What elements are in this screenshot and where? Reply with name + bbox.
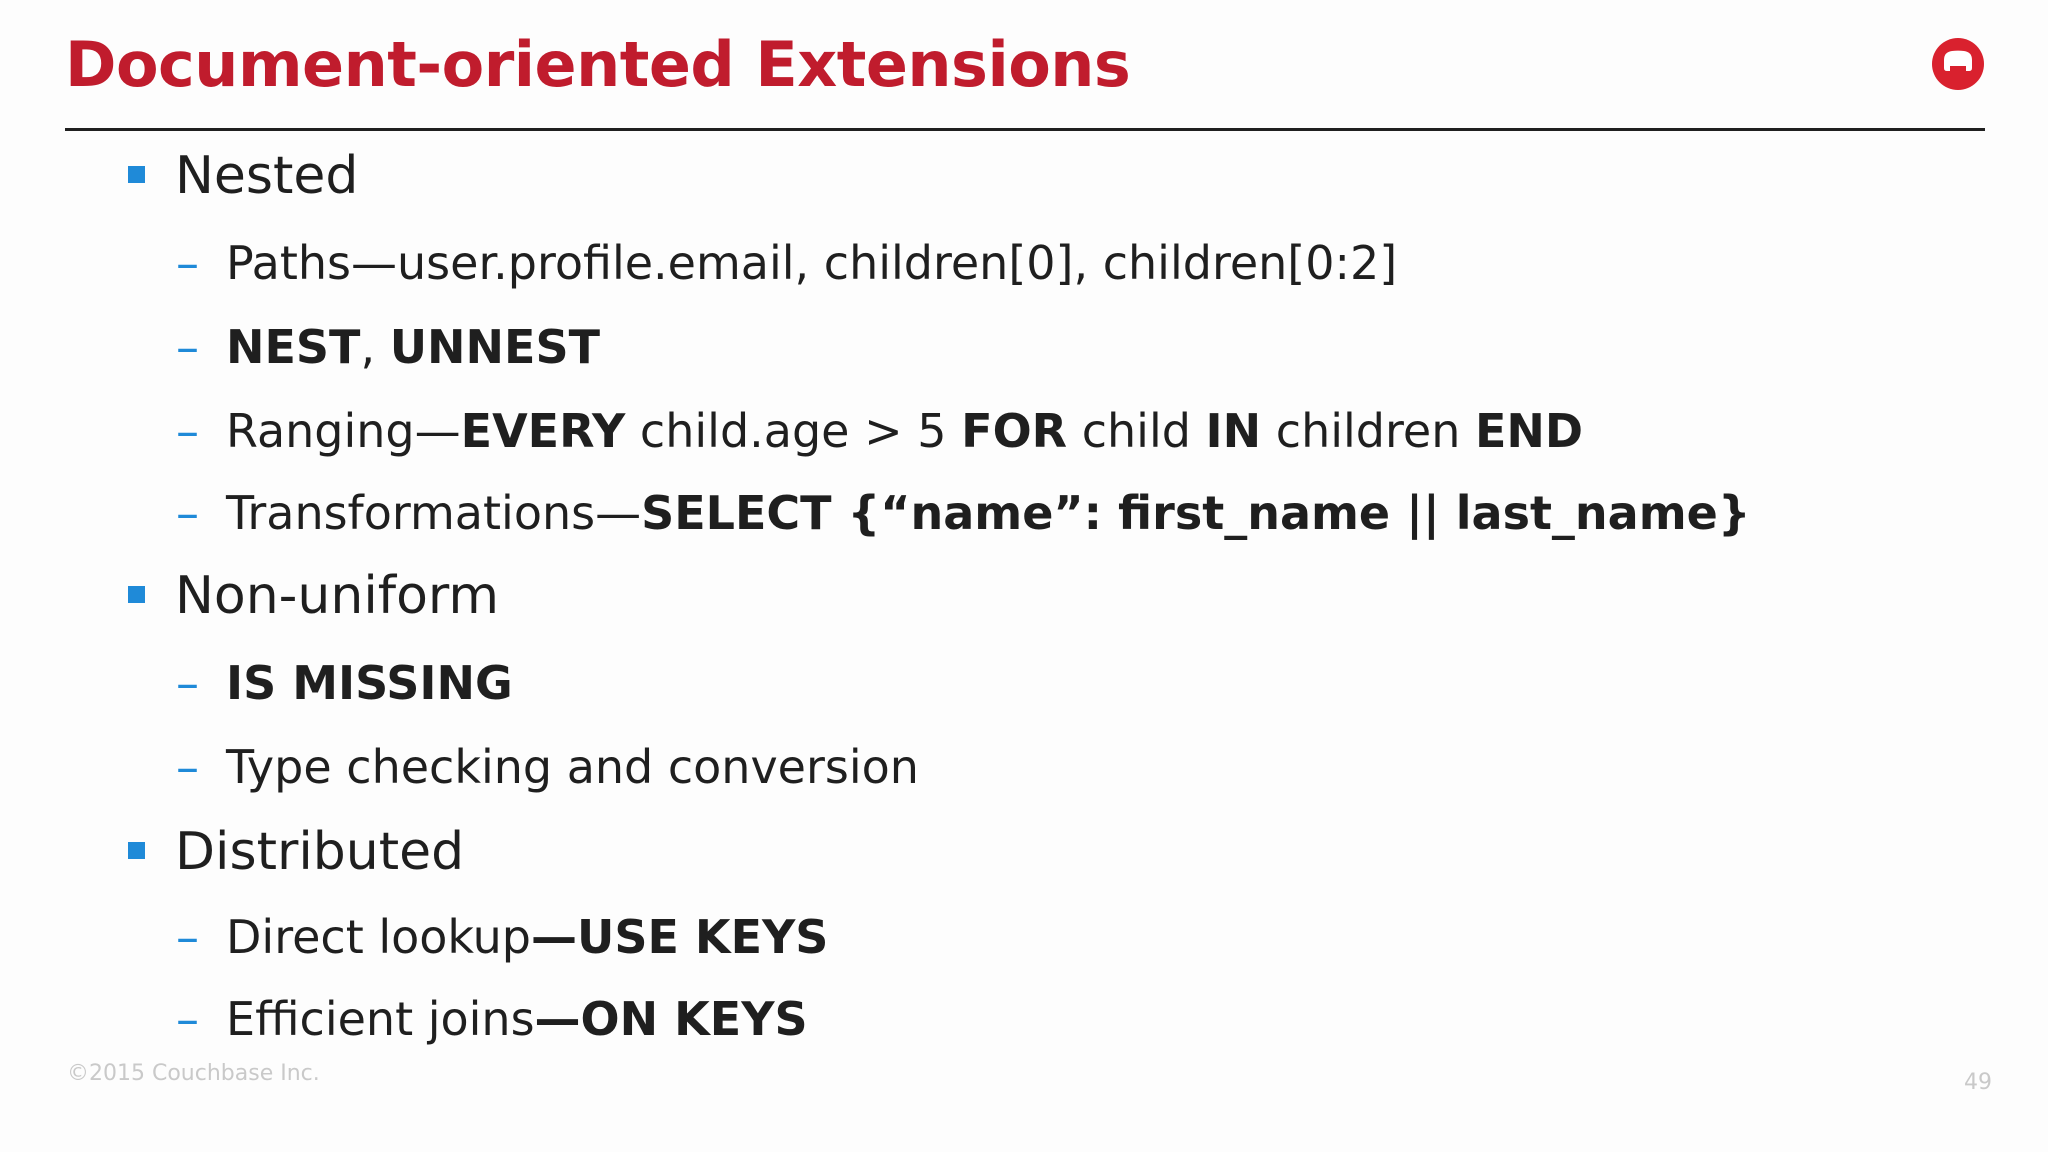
keyword-text: IS MISSING: [226, 656, 513, 710]
sub-bullet-text: [226, 320, 600, 374]
keyword-text: SELECT {“name”: first_name || last_name}: [641, 486, 1751, 540]
bullet-heading: Distributed: [175, 822, 465, 882]
plain-text: Ranging—: [226, 404, 461, 458]
keyword-text: NEST: [226, 320, 361, 374]
plain-text: Efficient joins: [226, 992, 535, 1046]
plain-text: Transformations—: [226, 486, 642, 540]
square-bullet-icon: [128, 586, 145, 603]
keyword-text: —ON KEYS: [534, 992, 808, 1046]
sub-bullet-text: [226, 910, 828, 964]
sub-bullet-text: [226, 740, 919, 794]
keyword-text: END: [1474, 404, 1584, 458]
bullet-heading: Non-uniform: [175, 566, 500, 626]
bullet-heading: Nested: [175, 146, 359, 206]
plain-text: Paths—user.profile.email, children[0], children[0:2]: [226, 236, 1398, 290]
sub-bullet-text: [226, 656, 513, 710]
slide-title: Document-oriented Extensions: [65, 28, 1131, 101]
couchbase-logo-icon: [1932, 38, 1984, 90]
keyword-text: IN: [1205, 404, 1262, 458]
dash-bullet-icon: –: [176, 320, 199, 374]
plain-text: Type checking and conversion: [226, 740, 919, 794]
plain-text: child.age > 5: [625, 404, 962, 458]
plain-text: children: [1261, 404, 1475, 458]
sub-bullet-text: [226, 486, 1751, 540]
dash-bullet-icon: –: [176, 404, 199, 458]
dash-bullet-icon: –: [176, 236, 199, 290]
keyword-text: —USE KEYS: [531, 910, 829, 964]
dash-bullet-icon: –: [176, 656, 199, 710]
title-divider: [65, 128, 1985, 131]
page-number: 49: [1964, 1070, 1992, 1095]
sub-bullet-text: [226, 992, 808, 1046]
copyright-footer: ©2015 Couchbase Inc.: [67, 1061, 320, 1086]
plain-text: ,: [360, 320, 390, 374]
keyword-text: EVERY: [460, 404, 626, 458]
dash-bullet-icon: –: [176, 486, 199, 540]
square-bullet-icon: [128, 842, 145, 859]
dash-bullet-icon: –: [176, 992, 199, 1046]
keyword-text: UNNEST: [389, 320, 600, 374]
dash-bullet-icon: –: [176, 910, 199, 964]
sub-bullet-text: [226, 236, 1397, 290]
sub-bullet-text: [226, 404, 1583, 458]
plain-text: Direct lookup: [226, 910, 531, 964]
keyword-text: FOR: [961, 404, 1068, 458]
square-bullet-icon: [128, 166, 145, 183]
plain-text: child: [1067, 404, 1206, 458]
dash-bullet-icon: –: [176, 740, 199, 794]
